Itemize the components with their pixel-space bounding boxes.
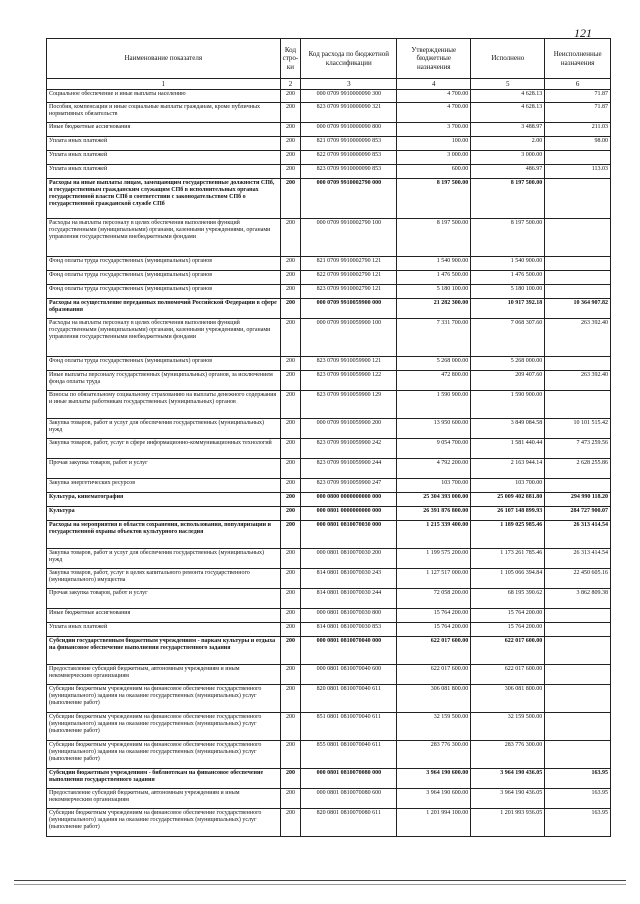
row-code: 200 [280, 179, 301, 219]
row-classification: 823 0709 9910059900 247 [301, 479, 397, 493]
row-remaining [545, 479, 611, 493]
row-approved: 1 540 900.00 [397, 257, 471, 271]
row-classification: 820 0801 0810070040 611 [301, 685, 397, 713]
row-remaining: 294 990 118.20 [545, 493, 611, 507]
row-executed: 1 590 900.00 [471, 391, 545, 419]
row-name: Закупка товаров, работ, услуг в целях капитального ремонта государственного (муниципального) имущества [47, 569, 281, 589]
row-executed: 5 268 000.00 [471, 357, 545, 371]
row-approved: 5 268 000.00 [397, 357, 471, 371]
table-row [47, 609, 611, 623]
table-row [47, 103, 611, 123]
row-executed: 622 017 600.00 [471, 637, 545, 665]
table-row [47, 809, 611, 837]
row-executed: 5 180 100.00 [471, 285, 545, 299]
row-code: 200 [280, 769, 301, 789]
row-remaining: 284 727 900.07 [545, 507, 611, 521]
row-approved: 1 201 994 100.00 [397, 809, 471, 837]
row-code: 200 [280, 151, 301, 165]
header-executed: Исполнено [471, 39, 545, 79]
row-name: Субсидии государственным бюджетным учреждениям - паркам культуры и отдыха на финансовое обеспечение выполнения государственного задания [47, 637, 281, 665]
row-name: Расходы на осуществление переданных полномочий Российской Федерации в сфере образования [47, 299, 281, 319]
row-remaining [545, 637, 611, 665]
column-index: 1 [47, 79, 281, 90]
row-classification: 000 0709 9910002790 100 [301, 219, 397, 257]
row-approved: 1 590 900.00 [397, 391, 471, 419]
row-remaining [545, 151, 611, 165]
row-code: 200 [280, 459, 301, 479]
row-executed: 1 476 500.00 [471, 271, 545, 285]
row-remaining: 26 313 414.54 [545, 521, 611, 549]
row-name: Уплата иных платежей [47, 137, 281, 151]
column-index: 6 [545, 79, 611, 90]
table-row [47, 271, 611, 285]
row-approved: 3 964 190 600.00 [397, 789, 471, 809]
row-classification: 821 0709 9910000090 853 [301, 137, 397, 151]
row-executed: 209 407.60 [471, 371, 545, 391]
row-classification: 000 0709 9910059900 100 [301, 319, 397, 357]
row-code: 200 [280, 285, 301, 299]
row-name: Субсидии бюджетным учреждениям на финансовое обеспечение государственного (муниципального) задания на оказание государственных (муниципальных) услуг (выполнение работ) [47, 741, 281, 769]
row-code: 200 [280, 419, 301, 439]
row-name: Уплата иных платежей [47, 165, 281, 179]
column-index: 2 [280, 79, 301, 90]
table-row [47, 569, 611, 589]
column-index-row [47, 79, 611, 90]
row-executed: 622 017 600.00 [471, 665, 545, 685]
row-name: Уплата иных платежей [47, 151, 281, 165]
column-index: 3 [301, 79, 397, 90]
row-classification: 814 0801 0810070030 243 [301, 569, 397, 589]
row-code: 200 [280, 103, 301, 123]
row-executed: 1 540 900.00 [471, 257, 545, 271]
row-executed: 10 917 392.18 [471, 299, 545, 319]
row-remaining: 71.87 [545, 90, 611, 103]
row-code: 200 [280, 271, 301, 285]
row-approved: 600.00 [397, 165, 471, 179]
row-executed: 2.00 [471, 137, 545, 151]
row-executed: 32 159 500.00 [471, 713, 545, 741]
row-code: 200 [280, 549, 301, 569]
row-remaining: 10 101 515.42 [545, 419, 611, 439]
row-classification: 822 0709 9910000090 853 [301, 151, 397, 165]
table-row [47, 439, 611, 459]
row-classification: 822 0709 9910002790 121 [301, 271, 397, 285]
row-code: 200 [280, 609, 301, 623]
row-remaining: 163.95 [545, 809, 611, 837]
row-classification: 000 0801 0810070030 800 [301, 609, 397, 623]
row-classification: 855 0801 0810070040 611 [301, 741, 397, 769]
table-row [47, 319, 611, 357]
row-classification: 000 0709 9910000090 800 [301, 123, 397, 137]
row-code: 200 [280, 637, 301, 665]
row-name: Закупка товаров, работ, услуг в сфере информационно-коммуникационных технологий [47, 439, 281, 459]
header-remaining: Неисполненные назначения [545, 39, 611, 79]
row-classification: 000 0801 0810070040 000 [301, 637, 397, 665]
row-executed: 15 764 200.00 [471, 609, 545, 623]
row-name: Пособия, компенсации и иные социальные выплаты гражданам, кроме публичных нормативных обязательств [47, 103, 281, 123]
row-name: Иные бюджетные ассигнования [47, 609, 281, 623]
table-row [47, 789, 611, 809]
row-approved: 7 331 700.00 [397, 319, 471, 357]
table-row [47, 257, 611, 271]
row-approved: 3 000.00 [397, 151, 471, 165]
row-remaining: 263 392.40 [545, 371, 611, 391]
table-row [47, 665, 611, 685]
footer-rule-secondary [14, 884, 626, 885]
row-classification: 823 0709 9910000090 321 [301, 103, 397, 123]
table-row [47, 419, 611, 439]
row-executed: 68 195 390.62 [471, 589, 545, 609]
row-executed: 8 197 500.00 [471, 219, 545, 257]
row-remaining [545, 271, 611, 285]
table-row [47, 165, 611, 179]
row-name: Расходы на выплаты персоналу в целях обеспечения выполнения функций государственными (муниципальными) органами, казенными учреждениями, органами управления государственными внебюджетными фондами [47, 219, 281, 257]
row-code: 200 [280, 219, 301, 257]
row-executed: 3 000.00 [471, 151, 545, 165]
row-remaining [545, 257, 611, 271]
table-row [47, 219, 611, 257]
row-code: 200 [280, 623, 301, 637]
table-header-row [47, 39, 611, 79]
row-approved: 472 800.00 [397, 371, 471, 391]
row-remaining [545, 665, 611, 685]
row-name: Предоставление субсидий бюджетным, автономным учреждениям и иным некоммерческим организациям [47, 789, 281, 809]
row-remaining [545, 609, 611, 623]
row-remaining [545, 285, 611, 299]
row-remaining: 163.95 [545, 769, 611, 789]
table-row [47, 90, 611, 103]
row-classification: 823 0709 9910002790 121 [301, 285, 397, 299]
column-index: 5 [471, 79, 545, 90]
row-classification: 820 0801 0810070080 611 [301, 809, 397, 837]
row-name: Прочая закупка товаров, работ и услуг [47, 459, 281, 479]
row-executed: 25 009 402 881.80 [471, 493, 545, 507]
row-remaining: 2 628 255.86 [545, 459, 611, 479]
row-name: Предоставление субсидий бюджетным, автономным учреждениям и иным некоммерческим организациям [47, 665, 281, 685]
table-row [47, 685, 611, 713]
row-approved: 283 776 300.00 [397, 741, 471, 769]
row-remaining [545, 219, 611, 257]
row-executed: 1 189 025 985.46 [471, 521, 545, 549]
header-code: Код стро-ки [280, 39, 301, 79]
row-name: Взносы по обязательному социальному страхованию на выплаты денежного содержания и иные выплаты работникам государственных (муниципальных) органов [47, 391, 281, 419]
row-name: Уплата иных платежей [47, 623, 281, 637]
table-row [47, 713, 611, 741]
row-remaining: 7 473 259.56 [545, 439, 611, 459]
row-remaining: 98.00 [545, 137, 611, 151]
row-executed: 1 105 066 394.84 [471, 569, 545, 589]
row-name: Культура, кинематография [47, 493, 281, 507]
row-name: Закупка товаров, работ и услуг для обеспечения государственных (муниципальных) нужд [47, 549, 281, 569]
header-approved: Утвержденные бюджетные назначения [397, 39, 471, 79]
row-remaining: 71.87 [545, 103, 611, 123]
row-name: Иные выплаты персоналу государственных (муниципальных) органов, за исключением фонда оплаты труда [47, 371, 281, 391]
row-approved: 13 950 600.00 [397, 419, 471, 439]
table-row [47, 137, 611, 151]
row-remaining [545, 741, 611, 769]
row-classification: 814 0801 0810070030 853 [301, 623, 397, 637]
row-name: Субсидии бюджетным учреждениям - библиотекам на финансовое обеспечение выполнения государственного задания [47, 769, 281, 789]
row-executed: 1 173 261 785.46 [471, 549, 545, 569]
row-classification: 823 0709 9910059900 244 [301, 459, 397, 479]
row-approved: 100.00 [397, 137, 471, 151]
row-code: 200 [280, 809, 301, 837]
table-row [47, 521, 611, 549]
row-classification: 000 0801 0810070080 600 [301, 789, 397, 809]
row-code: 200 [280, 257, 301, 271]
row-approved: 4 700.00 [397, 103, 471, 123]
row-remaining [545, 713, 611, 741]
table-row [47, 123, 611, 137]
row-executed: 306 081 800.00 [471, 685, 545, 713]
row-name: Закупка товаров, работ и услуг для обеспечения государственных (муниципальных) нужд [47, 419, 281, 439]
row-name: Социальное обеспечение и иные выплаты населению [47, 90, 281, 103]
row-executed: 283 776 300.00 [471, 741, 545, 769]
row-approved: 15 764 200.00 [397, 623, 471, 637]
table-row [47, 371, 611, 391]
row-classification: 000 0801 0810070030 000 [301, 521, 397, 549]
row-executed: 3 488.97 [471, 123, 545, 137]
row-approved: 5 180 100.00 [397, 285, 471, 299]
row-approved: 3 700.00 [397, 123, 471, 137]
row-approved: 306 081 800.00 [397, 685, 471, 713]
row-code: 200 [280, 569, 301, 589]
table-row [47, 299, 611, 319]
row-code: 200 [280, 665, 301, 685]
row-name: Прочая закупка товаров, работ и услуг [47, 589, 281, 609]
row-classification: 000 0801 0810070080 000 [301, 769, 397, 789]
row-code: 200 [280, 789, 301, 809]
table-row [47, 623, 611, 637]
table-row [47, 391, 611, 419]
row-code: 200 [280, 319, 301, 357]
row-name: Фонд оплаты труда государственных (муниципальных) органов [47, 285, 281, 299]
row-name: Иные бюджетные ассигнования [47, 123, 281, 137]
row-code: 200 [280, 371, 301, 391]
row-code: 200 [280, 439, 301, 459]
row-name: Культура [47, 507, 281, 521]
row-remaining [545, 391, 611, 419]
row-code: 200 [280, 123, 301, 137]
table-row [47, 459, 611, 479]
row-classification: 000 0801 0810070040 600 [301, 665, 397, 685]
row-remaining: 10 364 907.82 [545, 299, 611, 319]
row-approved: 1 476 500.00 [397, 271, 471, 285]
table-row [47, 589, 611, 609]
row-code: 200 [280, 589, 301, 609]
row-executed: 4 628.13 [471, 90, 545, 103]
row-name: Субсидии бюджетным учреждениям на финансовое обеспечение государственного (муниципального) задания на оказание государственных (муниципальных) услуг (выполнение работ) [47, 809, 281, 837]
row-executed: 3 964 190 436.05 [471, 789, 545, 809]
row-classification: 823 0709 9910059900 122 [301, 371, 397, 391]
row-name: Субсидии бюджетным учреждениям на финансовое обеспечение государственного (муниципального) задания на оказание государственных (муниципальных) услуг (выполнение работ) [47, 685, 281, 713]
row-approved: 32 159 500.00 [397, 713, 471, 741]
row-code: 200 [280, 741, 301, 769]
column-index: 4 [397, 79, 471, 90]
table-row [47, 637, 611, 665]
row-classification: 000 0709 9910000090 300 [301, 90, 397, 103]
table-row [47, 741, 611, 769]
row-approved: 4 792 200.00 [397, 459, 471, 479]
row-approved: 25 304 393 000.00 [397, 493, 471, 507]
row-remaining [545, 357, 611, 371]
row-approved: 4 700.00 [397, 90, 471, 103]
row-remaining: 163.95 [545, 789, 611, 809]
row-approved: 3 964 190 600.00 [397, 769, 471, 789]
row-name: Расходы на иные выплаты лицам, замещающим государственные должности СПб, и государственным гражданским служащим СПб в исполнительных органах государственной власти СПб в соответствии с законодательством СПб о государственной гражданской службе СПб [47, 179, 281, 219]
table-row [47, 549, 611, 569]
row-remaining: 211.03 [545, 123, 611, 137]
row-approved: 8 197 500.00 [397, 179, 471, 219]
table-row [47, 479, 611, 493]
row-classification: 821 0709 9910002790 121 [301, 257, 397, 271]
row-classification: 851 0801 0810070040 611 [301, 713, 397, 741]
row-code: 200 [280, 391, 301, 419]
row-executed: 2 163 944.14 [471, 459, 545, 479]
row-remaining: 113.03 [545, 165, 611, 179]
row-approved: 1 199 575 200.00 [397, 549, 471, 569]
row-approved: 103 700.00 [397, 479, 471, 493]
row-approved: 1 215 339 400.00 [397, 521, 471, 549]
row-approved: 622 017 600.00 [397, 665, 471, 685]
row-classification: 814 0801 0810070030 244 [301, 589, 397, 609]
row-remaining [545, 623, 611, 637]
row-executed: 3 849 084.58 [471, 419, 545, 439]
row-executed: 3 964 190 436.05 [471, 769, 545, 789]
row-classification: 000 0709 9910059900 200 [301, 419, 397, 439]
row-classification: 823 0709 9910059900 242 [301, 439, 397, 459]
table-row [47, 357, 611, 371]
row-code: 200 [280, 713, 301, 741]
row-classification: 000 0800 0000000000 000 [301, 493, 397, 507]
row-code: 200 [280, 685, 301, 713]
page-number: 121 [574, 26, 592, 40]
table-row [47, 179, 611, 219]
header-classification: Код расхода по бюджетной классификации [301, 39, 397, 79]
row-code: 200 [280, 521, 301, 549]
footer-rule [14, 880, 626, 881]
row-name: Закупка энергетических ресурсов [47, 479, 281, 493]
row-classification: 823 0709 9910059900 129 [301, 391, 397, 419]
row-executed: 103 700.00 [471, 479, 545, 493]
row-name: Фонд оплаты труда государственных (муниципальных) органов [47, 271, 281, 285]
row-code: 200 [280, 137, 301, 151]
row-executed: 4 628.13 [471, 103, 545, 123]
row-code: 200 [280, 90, 301, 103]
row-remaining [545, 685, 611, 713]
table-row [47, 769, 611, 789]
header-name: Наименование показателя [47, 39, 281, 79]
row-executed: 486.97 [471, 165, 545, 179]
row-executed: 8 197 500.00 [471, 179, 545, 219]
row-remaining: 26 313 414.54 [545, 549, 611, 569]
row-approved: 9 054 700.00 [397, 439, 471, 459]
table-row [47, 285, 611, 299]
row-name: Расходы на мероприятия в области сохранения, использования, популяризации и государственной охраны объектов культурного наследия [47, 521, 281, 549]
row-approved: 8 197 500.00 [397, 219, 471, 257]
row-name: Фонд оплаты труда государственных (муниципальных) органов [47, 357, 281, 371]
table-row [47, 507, 611, 521]
row-code: 200 [280, 165, 301, 179]
row-code: 200 [280, 493, 301, 507]
row-name: Субсидии бюджетным учреждениям на финансовое обеспечение государственного (муниципального) задания на оказание государственных (муниципальных) услуг (выполнение работ) [47, 713, 281, 741]
row-approved: 1 127 517 000.00 [397, 569, 471, 589]
table-row [47, 151, 611, 165]
row-approved: 15 764 200.00 [397, 609, 471, 623]
row-classification: 000 0801 0810070030 200 [301, 549, 397, 569]
row-remaining: 3 862 809.38 [545, 589, 611, 609]
row-executed: 15 764 200.00 [471, 623, 545, 637]
row-classification: 823 0709 9910059900 121 [301, 357, 397, 371]
row-approved: 622 017 600.00 [397, 637, 471, 665]
row-classification: 000 0709 9910002790 000 [301, 179, 397, 219]
row-classification: 000 0709 9910059900 000 [301, 299, 397, 319]
row-approved: 72 058 200.00 [397, 589, 471, 609]
row-remaining: 263 392.40 [545, 319, 611, 357]
row-classification: 823 0709 9910000090 853 [301, 165, 397, 179]
row-executed: 26 107 148 899.93 [471, 507, 545, 521]
row-code: 200 [280, 479, 301, 493]
row-remaining: 22 450 605.16 [545, 569, 611, 589]
row-classification: 000 0801 0000000000 000 [301, 507, 397, 521]
row-executed: 1 581 440.44 [471, 439, 545, 459]
table-row [47, 493, 611, 507]
row-name: Фонд оплаты труда государственных (муниципальных) органов [47, 257, 281, 271]
row-name: Расходы на выплаты персоналу в целях обеспечения выполнения функций государственными (муниципальными) органами, казенными учреждениями, органами управления государственными внебюджетными фондами [47, 319, 281, 357]
row-approved: 21 282 300.00 [397, 299, 471, 319]
row-code: 200 [280, 507, 301, 521]
row-code: 200 [280, 357, 301, 371]
row-approved: 26 391 876 800.00 [397, 507, 471, 521]
row-remaining [545, 179, 611, 219]
row-code: 200 [280, 299, 301, 319]
row-executed: 1 201 993 936.05 [471, 809, 545, 837]
budget-execution-table [46, 38, 611, 837]
row-executed: 7 068 307.60 [471, 319, 545, 357]
